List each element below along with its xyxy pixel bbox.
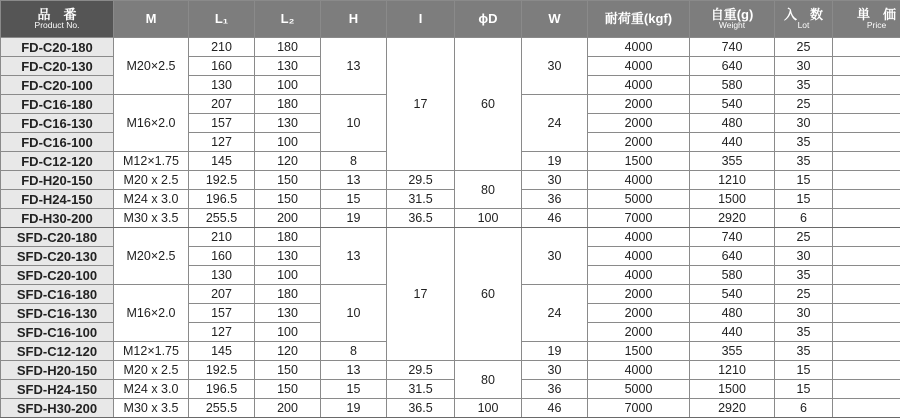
cell-l1: 160: [189, 57, 255, 76]
cell-weight: 480: [690, 304, 775, 323]
cell-pn: SFD-C16-130: [1, 304, 114, 323]
cell-load: 4000: [588, 171, 690, 190]
cell-h: 8: [321, 152, 387, 171]
cell-h: 13: [321, 38, 387, 95]
cell-pn: FD-C20-180: [1, 38, 114, 57]
cell-price: [833, 76, 900, 95]
cell-lot: 35: [775, 323, 833, 342]
cell-l1: 255.5: [189, 209, 255, 228]
cell-price: [833, 304, 900, 323]
cell-pn: SFD-C16-180: [1, 285, 114, 304]
cell-l2: 150: [255, 171, 321, 190]
cell-weight: 540: [690, 95, 775, 114]
cell-m: M30 x 3.5: [114, 399, 189, 418]
cell-w: 30: [522, 361, 588, 380]
cell-l2: 130: [255, 114, 321, 133]
cell-m: M16×2.0: [114, 95, 189, 152]
cell-lot: 30: [775, 114, 833, 133]
cell-l2: 120: [255, 152, 321, 171]
cell-lot: 30: [775, 247, 833, 266]
cell-pn: SFD-C20-180: [1, 228, 114, 247]
cell-h: 13: [321, 361, 387, 380]
cell-load: 7000: [588, 209, 690, 228]
cell-l2: 150: [255, 361, 321, 380]
cell-h: 8: [321, 342, 387, 361]
cell-l2: 130: [255, 304, 321, 323]
header-l1: L₁: [189, 1, 255, 38]
cell-l1: 196.5: [189, 190, 255, 209]
cell-l2: 180: [255, 285, 321, 304]
cell-h: 10: [321, 285, 387, 342]
cell-pn: FD-H20-150: [1, 171, 114, 190]
cell-l1: 210: [189, 38, 255, 57]
cell-w: 19: [522, 152, 588, 171]
cell-w: 46: [522, 399, 588, 418]
cell-l2: 130: [255, 247, 321, 266]
cell-h: 13: [321, 228, 387, 285]
cell-m: M20×2.5: [114, 38, 189, 95]
cell-pn: FD-C16-130: [1, 114, 114, 133]
cell-load: 5000: [588, 190, 690, 209]
cell-l1: 255.5: [189, 399, 255, 418]
cell-pn: FD-H24-150: [1, 190, 114, 209]
header-l2: L₂: [255, 1, 321, 38]
cell-m: M24 x 3.0: [114, 380, 189, 399]
cell-price: [833, 380, 900, 399]
cell-weight: 1210: [690, 361, 775, 380]
cell-lot: 15: [775, 190, 833, 209]
cell-weight: 1210: [690, 171, 775, 190]
table-row: [1, 171, 900, 190]
cell-w: 30: [522, 171, 588, 190]
cell-price: [833, 399, 900, 418]
cell-lot: 25: [775, 38, 833, 57]
cell-weight: 355: [690, 152, 775, 171]
cell-m: M12×1.75: [114, 152, 189, 171]
cell-m: M24 x 3.0: [114, 190, 189, 209]
table-row: [1, 361, 900, 380]
cell-weight: 540: [690, 285, 775, 304]
cell-pn: FD-C20-130: [1, 57, 114, 76]
cell-weight: 480: [690, 114, 775, 133]
cell-w: 24: [522, 285, 588, 342]
cell-w: 36: [522, 190, 588, 209]
header-row: [1, 1, 900, 38]
cell-lot: 15: [775, 171, 833, 190]
cell-l2: 200: [255, 399, 321, 418]
cell-l1: 207: [189, 95, 255, 114]
cell-i: 31.5: [387, 190, 455, 209]
cell-l1: 160: [189, 247, 255, 266]
cell-lot: 35: [775, 266, 833, 285]
cell-w: 30: [522, 228, 588, 285]
cell-d: 60: [455, 38, 522, 171]
cell-h: 15: [321, 190, 387, 209]
cell-l1: 145: [189, 152, 255, 171]
cell-price: [833, 228, 900, 247]
cell-load: 4000: [588, 247, 690, 266]
cell-l2: 100: [255, 323, 321, 342]
cell-lot: 35: [775, 133, 833, 152]
cell-price: [833, 95, 900, 114]
cell-pn: SFD-C12-120: [1, 342, 114, 361]
cell-pn: FD-H30-200: [1, 209, 114, 228]
header-w: W: [522, 1, 588, 38]
cell-load: 4000: [588, 266, 690, 285]
cell-load: 2000: [588, 114, 690, 133]
cell-w: 19: [522, 342, 588, 361]
cell-l1: 145: [189, 342, 255, 361]
cell-i: 36.5: [387, 209, 455, 228]
cell-load: 7000: [588, 399, 690, 418]
cell-pn: SFD-C20-130: [1, 247, 114, 266]
cell-l2: 150: [255, 380, 321, 399]
cell-weight: 740: [690, 38, 775, 57]
cell-l2: 130: [255, 57, 321, 76]
cell-l1: 210: [189, 228, 255, 247]
cell-weight: 440: [690, 133, 775, 152]
cell-i: 17: [387, 38, 455, 171]
cell-i: 29.5: [387, 361, 455, 380]
cell-w: 30: [522, 38, 588, 95]
table-row: [1, 399, 900, 418]
cell-price: [833, 133, 900, 152]
cell-load: 4000: [588, 38, 690, 57]
cell-weight: 2920: [690, 399, 775, 418]
cell-m: M30 x 3.5: [114, 209, 189, 228]
cell-load: 2000: [588, 323, 690, 342]
cell-m: M20 x 2.5: [114, 361, 189, 380]
cell-m: M20×2.5: [114, 228, 189, 285]
cell-load: 1500: [588, 152, 690, 171]
cell-m: M20 x 2.5: [114, 171, 189, 190]
cell-l1: 157: [189, 304, 255, 323]
cell-l2: 100: [255, 133, 321, 152]
cell-load: 4000: [588, 76, 690, 95]
header-m: M: [114, 1, 189, 38]
cell-d: 100: [455, 209, 522, 228]
cell-l1: 127: [189, 133, 255, 152]
cell-m: M12×1.75: [114, 342, 189, 361]
cell-weight: 1500: [690, 190, 775, 209]
cell-l2: 200: [255, 209, 321, 228]
table-row: [1, 209, 900, 228]
cell-l1: 192.5: [189, 361, 255, 380]
cell-l2: 120: [255, 342, 321, 361]
cell-l2: 100: [255, 76, 321, 95]
header-load: 耐荷重(kgf): [588, 1, 690, 38]
cell-price: [833, 361, 900, 380]
cell-price: [833, 152, 900, 171]
cell-h: 15: [321, 380, 387, 399]
cell-lot: 25: [775, 95, 833, 114]
cell-weight: 440: [690, 323, 775, 342]
cell-w: 46: [522, 209, 588, 228]
cell-lot: 6: [775, 399, 833, 418]
cell-lot: 6: [775, 209, 833, 228]
table-row: [1, 380, 900, 399]
table-row: [1, 228, 900, 247]
cell-h: 19: [321, 399, 387, 418]
cell-price: [833, 285, 900, 304]
header-price: 単 価 Price: [833, 1, 900, 38]
cell-weight: 355: [690, 342, 775, 361]
cell-d: 100: [455, 399, 522, 418]
cell-h: 13: [321, 171, 387, 190]
cell-weight: 580: [690, 266, 775, 285]
cell-d: 80: [455, 361, 522, 399]
cell-l1: 196.5: [189, 380, 255, 399]
cell-price: [833, 114, 900, 133]
cell-weight: 1500: [690, 380, 775, 399]
cell-price: [833, 342, 900, 361]
header-h: H: [321, 1, 387, 38]
cell-pn: FD-C16-180: [1, 95, 114, 114]
cell-price: [833, 190, 900, 209]
cell-price: [833, 323, 900, 342]
cell-weight: 580: [690, 76, 775, 95]
cell-load: 2000: [588, 285, 690, 304]
cell-weight: 2920: [690, 209, 775, 228]
cell-l1: 207: [189, 285, 255, 304]
cell-lot: 15: [775, 380, 833, 399]
cell-l2: 150: [255, 190, 321, 209]
cell-pn: SFD-H24-150: [1, 380, 114, 399]
cell-w: 24: [522, 95, 588, 152]
cell-pn: SFD-C20-100: [1, 266, 114, 285]
cell-weight: 640: [690, 57, 775, 76]
cell-lot: 30: [775, 57, 833, 76]
cell-load: 4000: [588, 361, 690, 380]
header-weight: 自重(g) Weight: [690, 1, 775, 38]
cell-lot: 30: [775, 304, 833, 323]
cell-l2: 180: [255, 95, 321, 114]
cell-lot: 35: [775, 342, 833, 361]
cell-l1: 130: [189, 76, 255, 95]
cell-h: 19: [321, 209, 387, 228]
cell-i: 29.5: [387, 171, 455, 190]
cell-l1: 130: [189, 266, 255, 285]
cell-l1: 157: [189, 114, 255, 133]
cell-l2: 180: [255, 38, 321, 57]
cell-load: 2000: [588, 95, 690, 114]
cell-h: 10: [321, 95, 387, 152]
table-row: [1, 38, 900, 57]
cell-pn: FD-C20-100: [1, 76, 114, 95]
cell-pn: SFD-H30-200: [1, 399, 114, 418]
cell-i: 17: [387, 228, 455, 361]
cell-price: [833, 38, 900, 57]
cell-lot: 35: [775, 76, 833, 95]
cell-l2: 100: [255, 266, 321, 285]
cell-pn: FD-C12-120: [1, 152, 114, 171]
cell-price: [833, 171, 900, 190]
cell-load: 4000: [588, 228, 690, 247]
header-i: I: [387, 1, 455, 38]
cell-pn: SFD-H20-150: [1, 361, 114, 380]
cell-load: 5000: [588, 380, 690, 399]
cell-l1: 127: [189, 323, 255, 342]
cell-price: [833, 209, 900, 228]
header-product-no: 品 番 Product No.: [1, 1, 114, 38]
cell-price: [833, 266, 900, 285]
cell-pn: SFD-C16-100: [1, 323, 114, 342]
cell-m: M16×2.0: [114, 285, 189, 342]
cell-load: 4000: [588, 57, 690, 76]
cell-w: 36: [522, 380, 588, 399]
cell-l2: 180: [255, 228, 321, 247]
cell-pn: FD-C16-100: [1, 133, 114, 152]
cell-lot: 15: [775, 361, 833, 380]
cell-lot: 25: [775, 285, 833, 304]
cell-weight: 740: [690, 228, 775, 247]
table-row: [1, 190, 900, 209]
cell-price: [833, 247, 900, 266]
cell-load: 1500: [588, 342, 690, 361]
cell-load: 2000: [588, 304, 690, 323]
cell-lot: 25: [775, 228, 833, 247]
cell-price: [833, 57, 900, 76]
cell-d: 60: [455, 228, 522, 361]
table-body: [1, 38, 900, 418]
cell-lot: 35: [775, 152, 833, 171]
cell-i: 31.5: [387, 380, 455, 399]
cell-weight: 640: [690, 247, 775, 266]
cell-d: 80: [455, 171, 522, 209]
header-lot: 入 数 Lot: [775, 1, 833, 38]
header-diameter: ϕD: [455, 1, 522, 38]
cell-l1: 192.5: [189, 171, 255, 190]
cell-i: 36.5: [387, 399, 455, 418]
cell-load: 2000: [588, 133, 690, 152]
